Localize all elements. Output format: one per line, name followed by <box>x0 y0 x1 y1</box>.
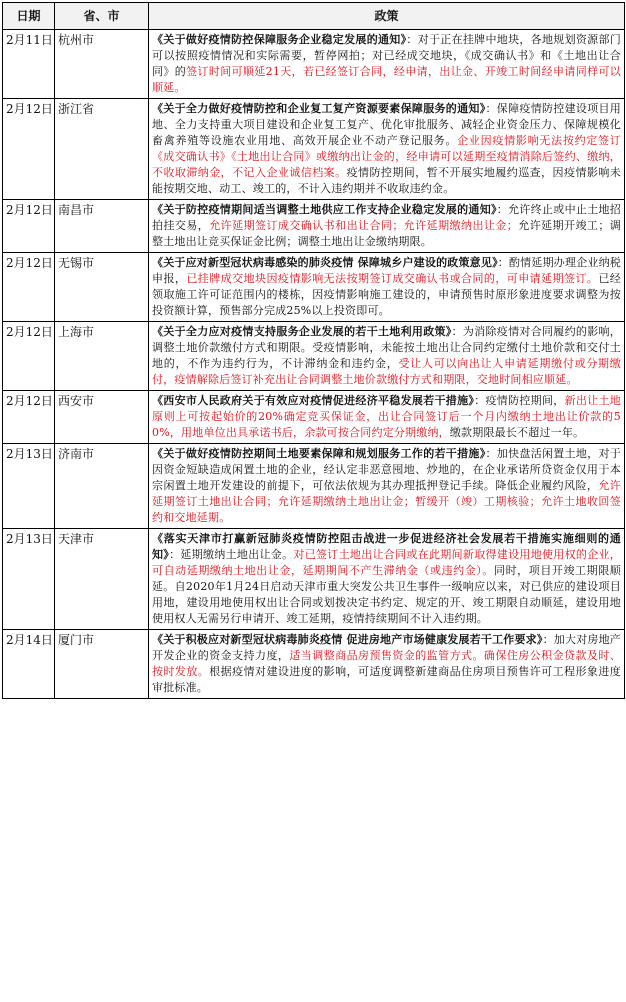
policy-title: 《关于应对新型冠状病毒感染的肺炎疫情 保障城乡户建设的政策意见》 <box>152 256 498 269</box>
policy-highlight: 受让人可以向出让人申请延期缴付或分期缴付，疫情解除后签订补充出让合同调整土地价款缴付方式和期限，交地时间相应顺延。 <box>152 357 621 386</box>
row-policy <box>149 200 625 253</box>
policy-title: 《关于做好疫情防控期间土地要素保障和规划服务工作的若干措施》 <box>152 447 486 460</box>
row-date: 2月12日 <box>3 200 55 253</box>
policy-text: ：保障疫情防控建设项目用地、全力支持重大项目建设和企业复工复产、优化审批服务、减轻企业资金压力、保障规模化畜禽养殖等设施农业用地、高效开展企业不动产登记服务。 <box>152 102 621 147</box>
row-date: 2月12日 <box>3 99 55 200</box>
policy-table <box>2 2 625 699</box>
policy-highlight: 新出让土地原则上可按起始价的20%确定竞买保证金，出让合同签订后一个月内缴纳土地出让价款的50%，用地单位出具承诺书后，余款可按合同约定分期缴纳， <box>152 394 621 439</box>
table-row <box>3 322 625 391</box>
policy-text: ：为消除疫情对合同履约的影响，调整土地价款缴付方式和期限。受疫情影响，未能按土地出让合同约定缴付土地价款和交付土地的，不作为违约行为，不计滞纳金和违约金， <box>152 325 621 370</box>
row-policy <box>149 391 625 444</box>
policy-highlight: 已挂牌成交地块因疫情影响无法按期签订成交确认书或合同的，可申请延期签订。 <box>186 272 599 285</box>
policy-title: 《关于全力做好疫情防控和企业复工复产资源要素保障服务的通知》 <box>152 102 486 115</box>
policy-title: 《落实天津市打赢新冠肺炎疫情防控阻击战进一步促进经济社会发展若干措施实施细则的通知》 <box>152 532 621 561</box>
policy-text: 允许延期开竣工；调整土地出让竞买保证金比例；调整土地出让金缴纳期限。 <box>152 219 622 248</box>
row-region: 上海市 <box>55 322 149 391</box>
row-policy <box>149 529 625 630</box>
table-row <box>3 630 625 699</box>
row-date: 2月13日 <box>3 529 55 630</box>
table-row <box>3 529 625 630</box>
policy-text: 已经领取施工许可证范围内的楼栋，因疫情影响施工建设的，申请预售时原形象进度要求调整为按投资额计算，预售部分完成25%以上投资即可。 <box>152 272 621 317</box>
row-policy <box>149 253 625 322</box>
row-region: 天津市 <box>55 529 149 630</box>
row-date: 2月13日 <box>3 444 55 529</box>
row-region: 无锡市 <box>55 253 149 322</box>
row-region: 南昌市 <box>55 200 149 253</box>
policy-title: 《关于防控疫情期间适当调整土地供应工作支持企业稳定发展的通知》 <box>152 203 497 216</box>
policy-text: ：对于正在挂牌中地块，各地规划资源部门可以按照疫情情况和实际需要，暂停网拍；对已经成交地块，《成交确认书》和《土地出让合同》的 <box>152 33 621 78</box>
policy-highlight: 允许延期签订土地出让合同；允许延期缴纳土地出让金；暂缓开（竣）工期核验；允许土地收回签约和交地延期。 <box>152 479 621 524</box>
policy-highlight: 签订时间可顺延21天，若已经签订合同，经申请，出让金、开竣工时间经申请同样可以顺延。 <box>152 65 622 94</box>
header-policy: 政策 <box>149 3 625 30</box>
row-date: 2月12日 <box>3 253 55 322</box>
row-policy <box>149 99 625 200</box>
policy-title: 《关于全力应对疫情支持服务企业发展的若干土地利用政策》 <box>152 325 452 338</box>
row-region: 杭州市 <box>55 30 149 99</box>
row-policy <box>149 630 625 699</box>
policy-title: 《西安市人民政府关于有效应对疫情促进经济平稳发展若干措施》 <box>152 394 475 407</box>
policy-highlight: 企业因疫情影响无法按约定签订《成交确认书》《土地出让合同》或缴纳出让金的，经申请可以延期至疫情消除后签约、缴纳，不收取滞纳金，不记入企业诚信档案。 <box>152 134 621 179</box>
policy-text: ：允许终止或中止土地招拍挂交易， <box>152 203 621 232</box>
policy-title: 《关于做好疫情防控保障服务企业稳定发展的通知》 <box>152 33 407 46</box>
row-region: 浙江省 <box>55 99 149 200</box>
row-policy <box>149 322 625 391</box>
policy-text: ：加大对房地产开发企业的资金支持力度， <box>152 633 622 662</box>
table-row <box>3 99 625 200</box>
row-date: 2月14日 <box>3 630 55 699</box>
policy-highlight: 适当调整商品房预售资金的监管方式。确保住房公积金贷款及时、按时发放。 <box>152 649 621 678</box>
table-row <box>3 200 625 253</box>
table-row <box>3 253 625 322</box>
row-date: 2月12日 <box>3 322 55 391</box>
policy-text: 疫情防控期间，暂不开展实地履约巡查，因疫情影响未能按期交地、动工、竣工的，不计入违约期并不收取违约金。 <box>152 166 621 195</box>
row-policy <box>149 444 625 529</box>
policy-text: ：疫情防控期间， <box>474 394 565 407</box>
policy-text: 根据疫情对建设进度的影响，可适度调整新建商品住房项目预售许可工程形象进度审批标准。 <box>152 665 622 694</box>
policy-text: 缴款期限最长不超过一年。 <box>449 426 585 439</box>
table-row <box>3 444 625 529</box>
row-region: 厦门市 <box>55 630 149 699</box>
policy-text: ：延期缴纳土地出让金。 <box>169 548 294 561</box>
header-region: 省、市 <box>55 3 149 30</box>
table-row <box>3 391 625 444</box>
row-date: 2月11日 <box>3 30 55 99</box>
row-date: 2月12日 <box>3 391 55 444</box>
header-date: 日期 <box>3 3 55 30</box>
policy-title: 《关于积极应对新型冠状病毒肺炎疫情 促进房地产市场健康发展若干工作要求》 <box>152 633 543 646</box>
policy-text: ：酌情延期办理企业纳税申报， <box>152 256 621 285</box>
policy-text: ：加快盘活闲置土地，对于因资金短缺造成闲置土地的企业，经认定非恶意囤地、炒地的，在企业承诺所贷资金仅用于本宗闲置土地开发建设的前提下，可依法依规为其办理抵押登记手续。降低企业履约风险， <box>152 447 621 492</box>
table-row <box>3 30 625 99</box>
table-header-row <box>3 3 625 30</box>
policy-highlight: 允许延期签订成交确认书和出让合同；允许延期缴纳出让金； <box>209 219 518 232</box>
row-region: 济南市 <box>55 444 149 529</box>
policy-text: 同时，项目开竣工期限顺延。自2020年1月24日启动天津市重大突发公共卫生事件一级响应以来，对已供应的建设项目用地，建设用地使用权出让合同或划拨决定书约定、规定的开、竣工期限自动顺延，建设用地使用权人无需另行申请开、竣工延期，疫情持续期间不计入违约期。 <box>152 564 622 625</box>
row-region: 西安市 <box>55 391 149 444</box>
policy-highlight: 对已签订土地出让合同或在此期间新取得建设用地使用权的企业，可自动延期缴纳土地出让金，延期期间不产生滞纳金（或违约金）。 <box>152 548 621 577</box>
row-policy <box>149 30 625 99</box>
